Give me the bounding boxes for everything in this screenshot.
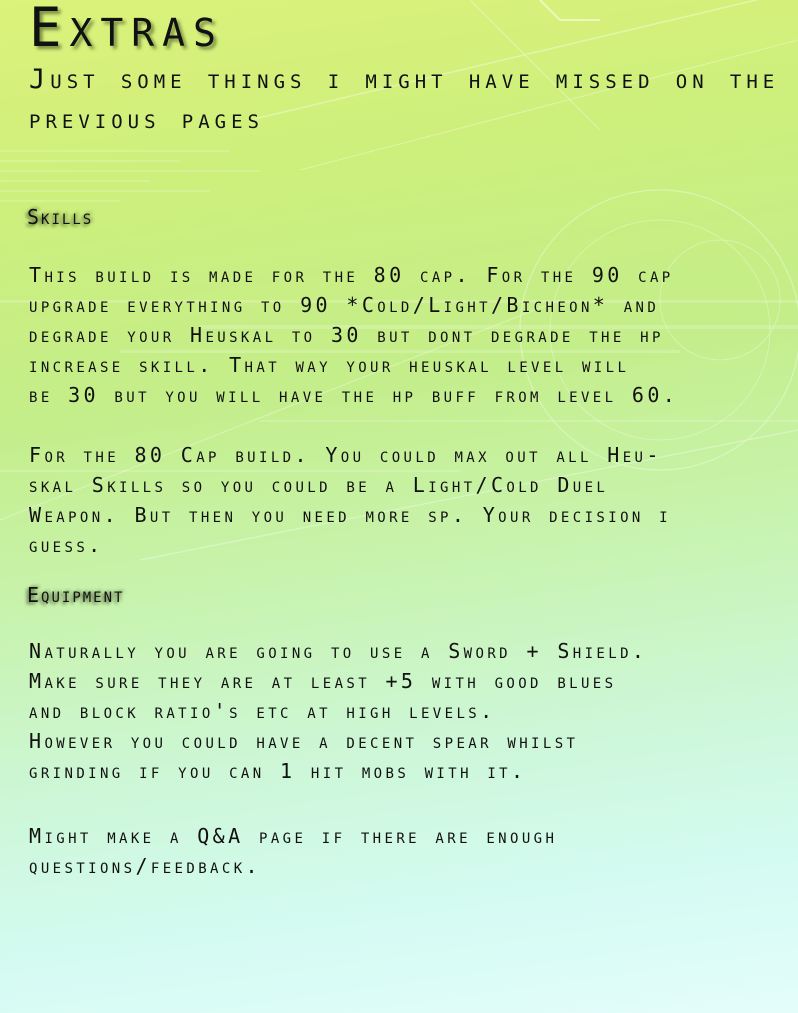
text-line: questions/feedback. xyxy=(29,854,261,878)
text-line: guess. xyxy=(29,533,104,557)
equipment-paragraph-1 xyxy=(29,636,789,786)
text-line: grinding if you can 1 hit mobs with it. xyxy=(29,759,527,783)
text-line: However you could have a decent spear whilst xyxy=(29,729,579,753)
text-line: This build is made for the 80 cap. For the 90 cap xyxy=(29,263,674,287)
text-line: Naturally you are going to use a Sword + Shield. xyxy=(29,639,648,663)
text-line: degrade your Heuskal to 30 but dont degrade the hp xyxy=(29,323,664,347)
skills-paragraph-1 xyxy=(29,260,789,410)
text-line: Make sure they are at least +5 with good blues xyxy=(29,669,617,693)
skills-heading: Skills xyxy=(27,205,94,229)
equipment-heading: Equipment xyxy=(27,583,125,607)
text-line: skal Skills so you could be a Light/Cold Duel xyxy=(29,473,609,497)
text-line: Might make a Q&A page if there are enough xyxy=(29,824,558,848)
text-line: be 30 but you will have the hp buff from level 60. xyxy=(29,383,679,407)
subtitle-line: Just some things i might have missed xyxy=(29,64,655,95)
text-line: and block ratio's etc at high levels. xyxy=(29,699,496,723)
text-line: For the 80 Cap build. You could max out all Heu- xyxy=(29,443,662,467)
text-line: upgrade everything to 90 *Cold/Light/Bicheon* and xyxy=(29,293,660,317)
text-line: Weapon. But then you need more sp. Your decision i xyxy=(29,503,672,527)
skills-paragraph-2 xyxy=(29,440,789,560)
page-title: Extras xyxy=(29,0,224,59)
subtitle-line: on the previous pages xyxy=(29,64,780,135)
equipment-paragraph-2 xyxy=(29,821,789,881)
page-subtitle xyxy=(29,60,789,140)
text-line: increase skill. That way your heuskal level will xyxy=(29,353,630,377)
